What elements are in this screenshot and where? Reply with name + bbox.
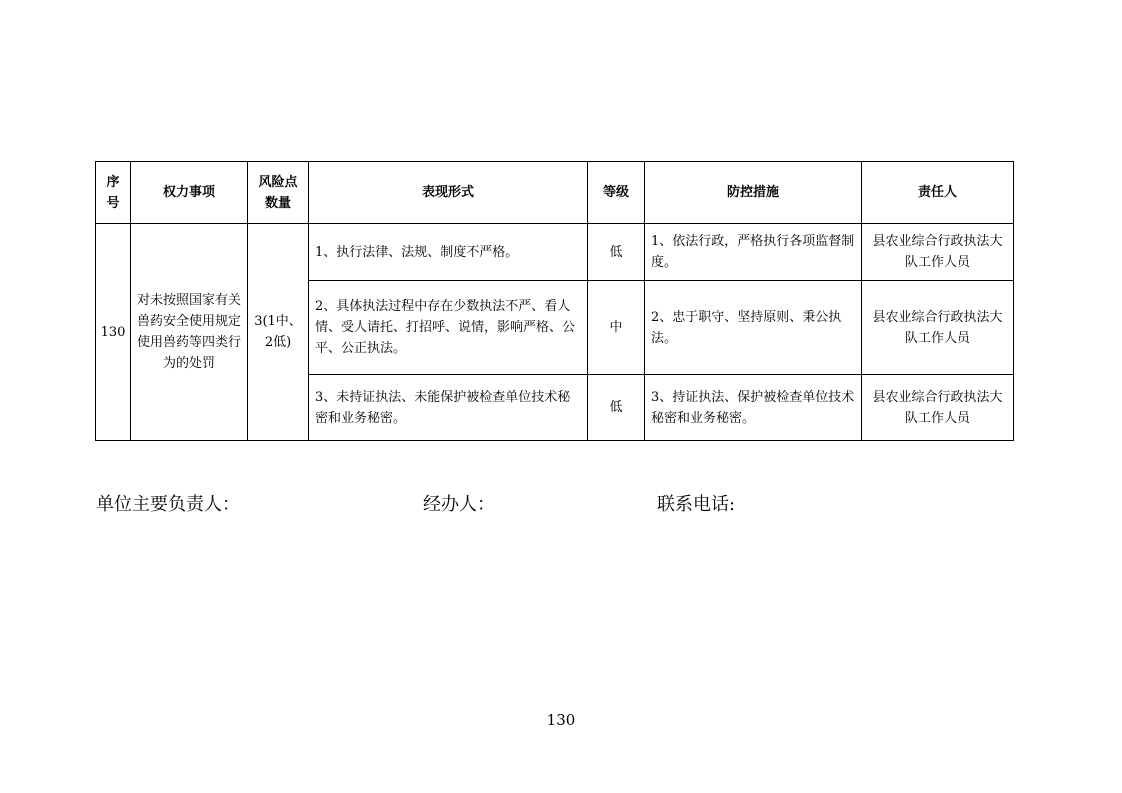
- table-row: [96, 224, 1014, 281]
- header-manifestation: 表现形式: [309, 162, 588, 224]
- header-measures: 防控措施: [645, 162, 862, 224]
- handler-label: 经办人：: [423, 494, 495, 515]
- header-seq: 序号: [96, 162, 131, 224]
- cell-seq: 130: [96, 224, 131, 441]
- page-number: 130: [546, 711, 576, 729]
- cell-measure: 1、依法行政，严格执行各项监督制度。: [645, 224, 862, 281]
- cell-manifestation: 2、具体执法过程中存在少数执法不严、看人情、受人请托、打招呼、说情，影响严格、公平、公正执法。: [309, 281, 588, 375]
- cell-manifestation: 3、未持证执法、未能保护被检查单位技术秘密和业务秘密。: [309, 375, 588, 441]
- phone-label: 联系电话:: [657, 494, 736, 515]
- cell-measure: 2、忠于职守、坚持原则、秉公执法。: [645, 281, 862, 375]
- cell-responsible: 县农业综合行政执法大队工作人员: [862, 375, 1014, 441]
- header-power-item: 权力事项: [131, 162, 248, 224]
- cell-level: 中: [588, 281, 645, 375]
- cell-risk-count: 3(1中、2低): [248, 224, 309, 441]
- cell-responsible: 县农业综合行政执法大队工作人员: [862, 224, 1014, 281]
- header-risk-count: 风险点数量: [248, 162, 309, 224]
- unit-leader-label: 单位主要负责人：: [96, 494, 240, 515]
- cell-responsible: 县农业综合行政执法大队工作人员: [862, 281, 1014, 375]
- risk-table: [95, 161, 1014, 441]
- cell-manifestation: 1、执行法律、法规、制度不严格。: [309, 224, 588, 281]
- cell-measure: 3、持证执法、保护被检查单位技术秘密和业务秘密。: [645, 375, 862, 441]
- cell-power-item: 对未按照国家有关兽药安全使用规定使用兽药等四类行为的处罚: [131, 224, 248, 441]
- header-level: 等级: [588, 162, 645, 224]
- header-responsible: 责任人: [862, 162, 1014, 224]
- cell-level: 低: [588, 224, 645, 281]
- cell-level: 低: [588, 375, 645, 441]
- table-header-row: [96, 162, 1014, 224]
